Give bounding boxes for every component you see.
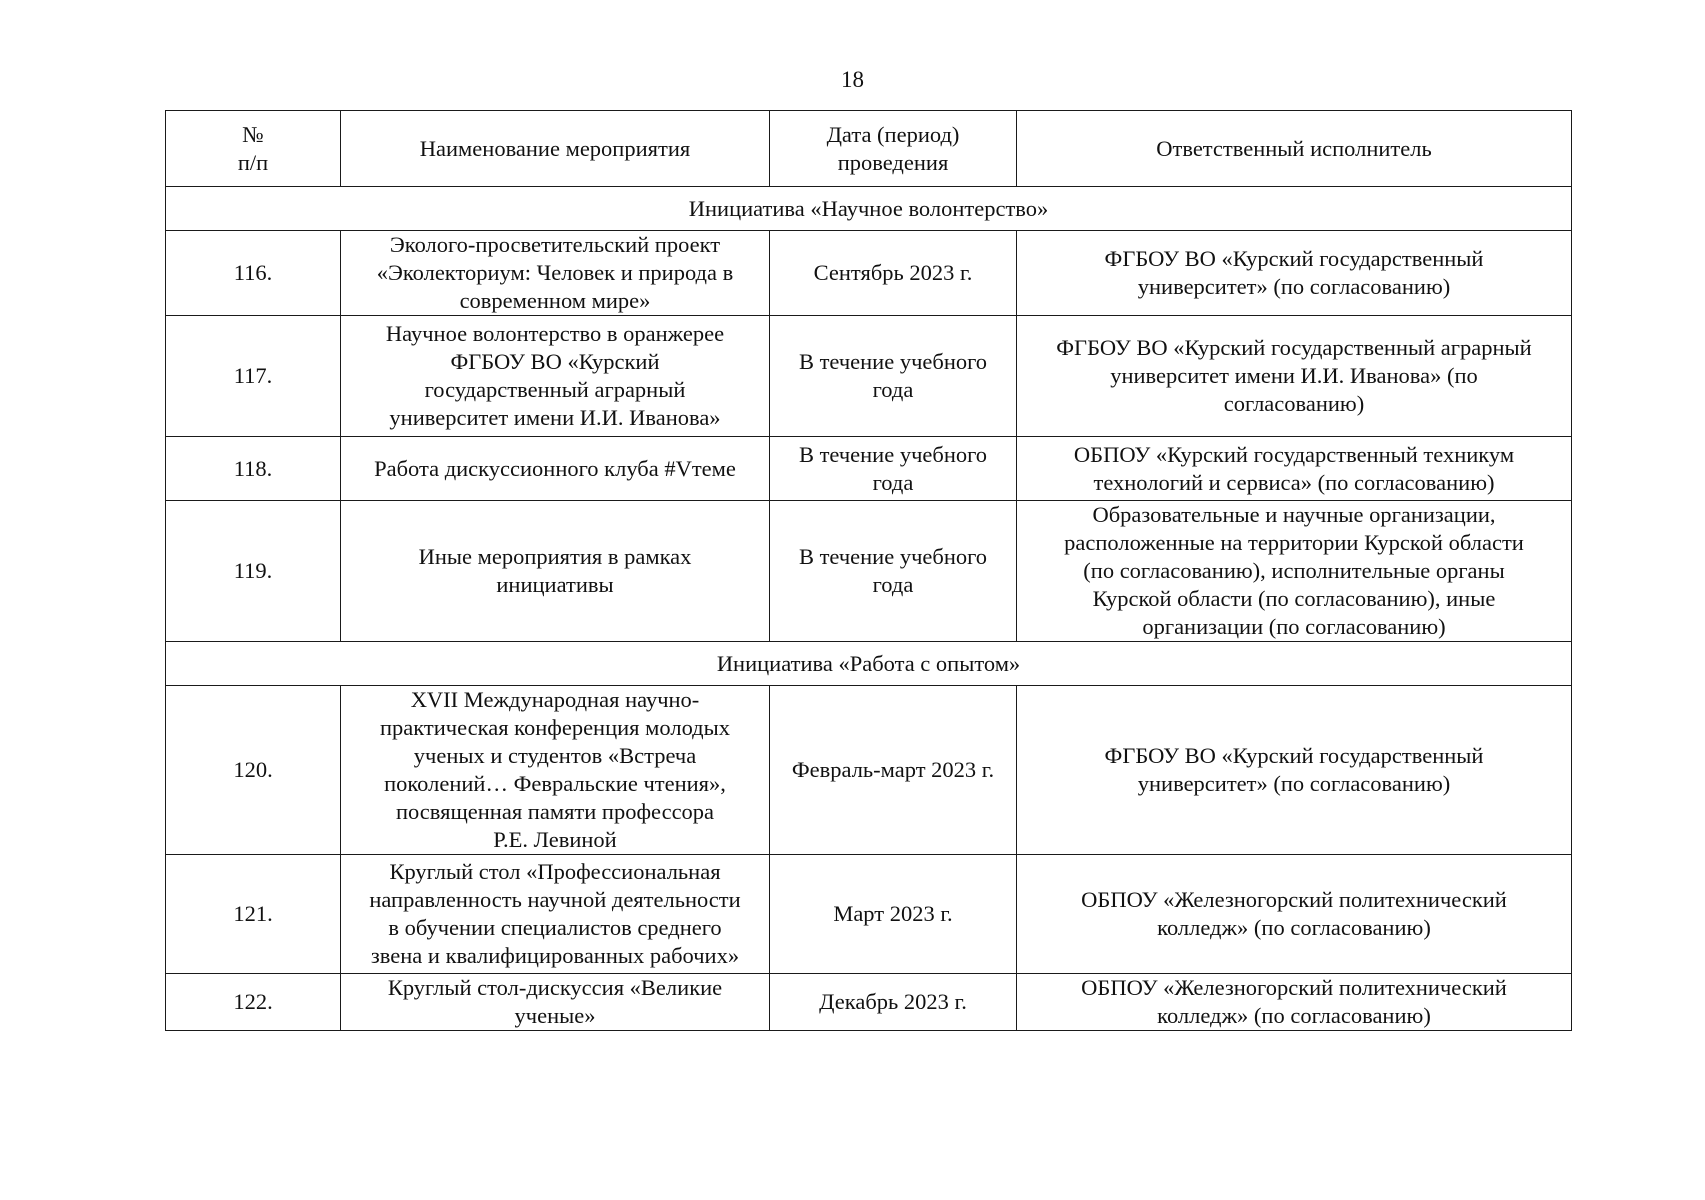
cell-name-line: Эколого-просветительский проект — [389, 232, 721, 257]
cell-responsible — [1017, 231, 1572, 316]
cell-responsible — [1017, 974, 1572, 1031]
cell-responsible-line: колледж» (по согласованию) — [1157, 915, 1431, 940]
cell-responsible-line: университет» (по согласованию) — [1137, 274, 1451, 299]
cell-responsible — [1017, 501, 1572, 642]
cell-name-line: посвященная памяти профессора — [395, 799, 715, 824]
cell-name-line: университет имени И.И. Иванова» — [389, 405, 721, 430]
cell-name — [341, 686, 770, 855]
cell-responsible-line: Образовательные и научные организации, — [1092, 502, 1496, 527]
section-row — [166, 187, 1572, 231]
table-header-row — [166, 111, 1572, 187]
header-name: Наименование мероприятия — [341, 111, 770, 187]
cell-name-line: ФГБОУ ВО «Курский — [450, 349, 660, 374]
cell-date-line: Март 2023 г. — [833, 901, 953, 926]
cell-name — [341, 501, 770, 642]
cell-responsible-line: ФГБОУ ВО «Курский государственный аграрный — [1056, 335, 1532, 360]
cell-responsible-line: ОБПОУ «Железногорский политехнический — [1081, 975, 1507, 1000]
cell-date — [770, 437, 1017, 501]
cell-responsible-line: (по согласованию), исполнительные органы — [1083, 558, 1505, 583]
cell-number: 119. — [166, 501, 341, 642]
cell-responsible-line: ОБПОУ «Курский государственный техникум — [1073, 441, 1515, 467]
cell-number: 120. — [166, 686, 341, 855]
table-row — [166, 316, 1572, 437]
cell-responsible — [1017, 316, 1572, 437]
cell-responsible-line: согласованию) — [1223, 391, 1365, 416]
cell-responsible-line: Курской области (по согласованию), иные — [1092, 586, 1496, 611]
cell-name-line: Р.Е. Левиной — [493, 827, 617, 852]
events-table-body — [166, 111, 1572, 1031]
section-row — [166, 642, 1572, 686]
cell-name-line: инициативы — [496, 572, 614, 597]
cell-responsible — [1017, 855, 1572, 974]
cell-name-line: ученые» — [514, 1003, 596, 1028]
cell-responsible-line: ФГБОУ ВО «Курский государственный — [1104, 743, 1484, 768]
cell-responsible-line: колледж» (по согласованию) — [1157, 1003, 1431, 1028]
cell-date-line: Февраль-март 2023 г. — [791, 757, 995, 782]
header-date-line: Дата (период) — [826, 121, 960, 147]
cell-number: 117. — [166, 316, 341, 437]
page-number: 18 — [841, 67, 864, 92]
events-table — [165, 110, 1572, 1031]
table-row — [166, 686, 1572, 855]
header-number-line: п/п — [237, 149, 269, 175]
cell-name — [341, 316, 770, 437]
cell-date-line: Декабрь 2023 г. — [819, 989, 967, 1014]
header-date — [770, 111, 1017, 187]
cell-name-line: XVII Международная научно- — [410, 687, 700, 712]
cell-name-line: Круглый стол «Профессиональная — [389, 859, 721, 884]
section-title: Инициатива «Работа с опытом» — [166, 642, 1572, 686]
header-date-line: проведения — [837, 149, 949, 175]
cell-date-line: Сентябрь 2023 г. — [813, 260, 973, 285]
cell-name-line: ученых и студентов «Встреча — [413, 743, 697, 768]
cell-responsible — [1017, 437, 1572, 501]
cell-responsible-line: ОБПОУ «Железногорский политехнический — [1081, 887, 1507, 912]
cell-name-line: Круглый стол-дискуссия «Великие — [387, 975, 723, 1000]
cell-date — [770, 316, 1017, 437]
cell-name — [341, 231, 770, 316]
table-row — [166, 231, 1572, 316]
cell-name-line: современном мире» — [459, 288, 651, 313]
cell-name-line: «Эколекториум: Человек и природа в — [376, 260, 734, 285]
cell-name-line: Научное волонтерство в оранжерее — [385, 321, 725, 346]
table-row — [166, 974, 1572, 1031]
table-row — [166, 437, 1572, 501]
cell-name-line: Иные мероприятия в рамках — [418, 544, 692, 569]
cell-name — [341, 974, 770, 1031]
cell-name-line: поколений… Февральские чтения», — [384, 771, 726, 796]
cell-name — [341, 437, 770, 501]
cell-number: 122. — [166, 974, 341, 1031]
cell-responsible-line: организации (по согласованию) — [1142, 614, 1446, 639]
cell-date-line: В течение учебного — [798, 349, 988, 374]
header-number-line: № — [242, 121, 264, 147]
table-row — [166, 501, 1572, 642]
cell-date-line: В течение учебного — [798, 544, 988, 569]
cell-responsible-line: университет» (по согласованию) — [1137, 771, 1451, 796]
cell-date-line: года — [872, 572, 914, 597]
header-number — [166, 111, 341, 187]
cell-responsible-line: ФГБОУ ВО «Курский государственный — [1104, 246, 1484, 271]
cell-date — [770, 501, 1017, 642]
cell-responsible — [1017, 686, 1572, 855]
cell-number: 116. — [166, 231, 341, 316]
cell-date-line: В течение учебного — [798, 441, 988, 467]
cell-name — [341, 855, 770, 974]
cell-date — [770, 231, 1017, 316]
cell-date — [770, 974, 1017, 1031]
cell-name-line: практическая конференция молодых — [379, 715, 730, 740]
cell-number: 118. — [166, 437, 341, 501]
cell-date-line: года — [872, 469, 914, 495]
cell-name-line: государственный аграрный — [424, 377, 686, 402]
cell-name-line: Работа дискуссионного клуба #Vтеме — [374, 455, 736, 481]
cell-name-line: направленность научной деятельности — [369, 887, 741, 912]
section-title: Инициатива «Научное волонтерство» — [166, 187, 1572, 231]
cell-name-line: звена и квалифицированных рабочих» — [370, 943, 740, 968]
cell-responsible-line: расположенные на территории Курской области — [1064, 530, 1524, 555]
cell-date-line: года — [872, 377, 914, 402]
cell-responsible-line: технологий и сервиса» (по согласованию) — [1093, 469, 1495, 495]
cell-name-line: в обучении специалистов среднего — [388, 915, 722, 940]
cell-number: 121. — [166, 855, 341, 974]
table-row — [166, 855, 1572, 974]
cell-date — [770, 855, 1017, 974]
cell-responsible-line: университет имени И.И. Иванова» (по — [1110, 363, 1478, 388]
header-responsible: Ответственный исполнитель — [1017, 111, 1572, 187]
cell-date — [770, 686, 1017, 855]
